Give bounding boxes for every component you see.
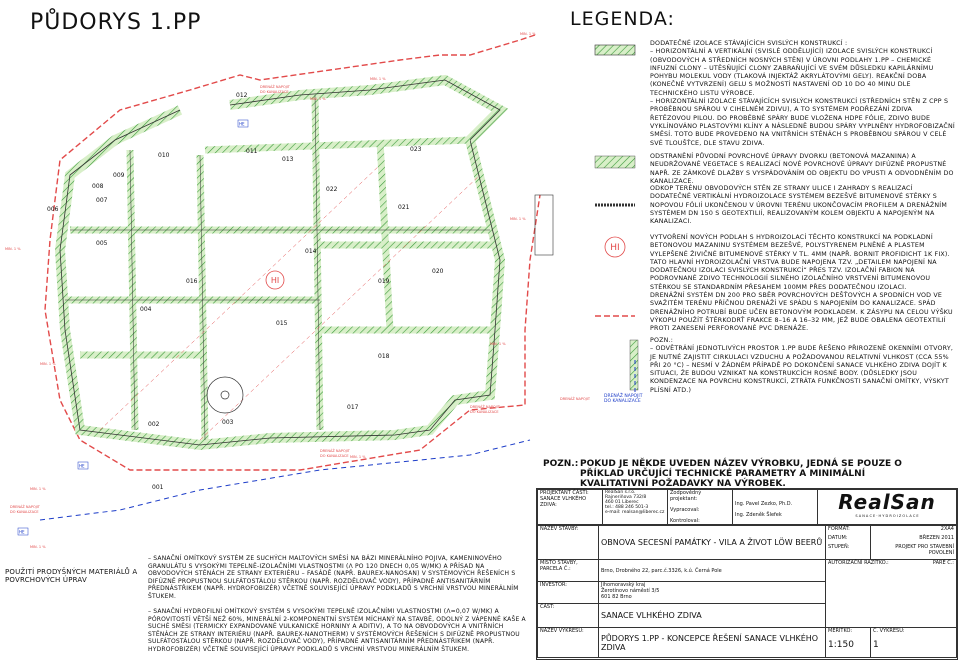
sheet-value: 1 (873, 640, 879, 650)
svg-text:MIN. 1 %: MIN. 1 % (520, 32, 536, 36)
room-label-023: 023 (410, 146, 422, 153)
hi-marker-plan: HI (270, 276, 280, 285)
scale-value: 1:150 (828, 640, 854, 650)
room-label-004: 004 (140, 306, 152, 313)
part-label: ČÁST: (538, 604, 599, 628)
materials-paragraph-1: – SANAČNÍ OMÍTKOVÝ SYSTÉM ZE SUCHÝCH MALTOVÝCH SMĚSÍ NA BÁZI MINERÁLNÍHO POJIVA, KAMENINOVÉHO GRANULÁTU S VYSOKÝMI TEPELNĚ-IZOLAČNÍMI VLASTNOSTMI (Λ PO 120 DNECH 0,05 W/MK) A PŘÍSAD NA OBVODOVÝCH STĚNÁCH ZE STRANY EXTERIÉRU – FASÁDĚ (NAPŘ. BAUREX-NANOSAN) V SYSTÉMOVÝCH ŘEŠENÍCH S DIFÚZNĚ PROPUSTNOU SULFÁTOSTÁLOU STĚRKOU (NAPŘ. ROZDĚLOVAČ VODY), PŘÍPADNĚ ANTISANITÁRNÍM PŘEDNÁSTŘIKEM (NAPŘ. HYDROFOBIZÉR) VČETNĚ SOUVISEJÍCÍ ÚPRAVY PODKLADŮ S VRCHNÍ VRSTVOU MINERÁLNÍM ŠTUKEM. (148, 555, 519, 600)
inner-walls (65, 95, 495, 440)
materials-paragraph-2: – SANAČNÍ HYDROFILNÍ OMÍTKOVÝ SYSTÉM S VYSOKÝMI TEPELNĚ IZOLAČNÍMI VLASTNOSTMI (Λ=0,07 W/MK) A PÓROVITOSTÍ VĚTŠÍ NEŽ 60%, MINERÁLNÍ 2-KOMPONENTNÍ SYSTÉM MÍCHANÝ NA STAVBĚ, ODOLNÝ Z VÁPENNÉ KAŠE A SUCHÉ SMĚSI (TERMICKY EXPANDOVANÉ VULKANICKÉ HORNINY A ADITIV), A TO NA OBVODOVÝCH A VNITŘNÍCH STĚNÁCH ZE STRANY INTERIÉRU (NAPŘ. BAUREX-NANOTHERM) V SYSTÉMOVÝCH ŘEŠENÍCH S DIFÚZNĚ PROPUSTNOU SULFÁTOSTÁLOU STĚRKOU (NAPŘ. ROZDĚLOVAČ VODY), PŘÍPADNĚ ANTISANITÁRNÍM PŘEDNÁSTŘIKEM (NAPŘ. HYDROFOBIZÉR) VČETNĚ SOUVISEJÍCÍ ÚPRAVY PODKLADŮ S VRCHNÍ VRSTVOU MINERÁLNÍM ŠTUKEM. (148, 608, 526, 653)
hi-swatch-text: HI (610, 243, 620, 253)
place-label: MÍSTO STAVBY, PARCELA Č.: (538, 560, 599, 582)
investor-label: INVESTOR: (538, 582, 599, 604)
room-label-021: 021 (398, 204, 410, 211)
proj-value: RealSan s.r.o. Rajneriňova 732/8 460 01 Liberec tel.: 488 246 501-3 e-mail: realsan@liberec.cz (603, 490, 668, 525)
svg-text:MIN. 1 %: MIN. 1 % (40, 362, 56, 366)
svg-text:MIN. 1 %: MIN. 1 % (5, 247, 21, 251)
drawing-label: NÁZEV VÝKRESU: (538, 628, 599, 658)
plan-title: PŮDORYS 1.PP (30, 10, 202, 35)
room-label-010: 010 (158, 152, 170, 159)
title-block-bottom (537, 525, 957, 658)
spiral-stair (207, 377, 243, 413)
note-heading: POZN.: (543, 459, 579, 469)
legend-item-3: ODKOP TERÉNU OBVODOVÝCH STĚN ZE STRANY ULICE I ZAHRADY S REALIZACÍ DODATEČNÉ VERTIKÁLNÍ HYDROIZOLACE SYSTÉMEM BEZEŠVÉ BITUMENOVÉ STĚRKY S NOPOVOU FÓLIÍ UKONČENOU V ÚROVNI TERÉNU UKONČOVACÍM PROFILEM A DRENÁŽNÍM SYSTÉMEM DN 150 S GEOTEXTILIÍ, REALIZOVANÝM KOLEM OBJEKTU A NAPOJENÝM NA KANALIZACI. (650, 185, 947, 226)
svg-text:HE: HE (239, 121, 245, 127)
made-label: Vypracoval: (670, 507, 700, 513)
legend-item-5: DRENÁŽNÍ SYSTÉM DN 200 PRO SBĚR POVRCHOVÝCH DEŠŤOVÝCH A SPODNÍCH VOD VE SVAŽITÉM TERÉNU PŘÍČNOU DRENÁŽÍ VE SPÁDU S NAPOJENÍM DO KANALIZACE. SPÁD DRENÁŽNÍHO POTRUBÍ BUDE UČEN BETONOVÝM PODKLADEM. K ZÁSYPU NA CELOU VÝŠKU VÝKOPU POUŽÍT ŠTĚRKODRŤ FRAKCE 8–16 A 16–32 MM, JEŽ BUDE OBALENA GEOTEXTILIÍ PROTI ZANESENÍ PERFOROVANÉ PVC DRENÁŽE. (650, 292, 953, 333)
investor-value: Jihomoravský kraj Žerotínovo náměstí 3/5 601 82 Brno (599, 582, 826, 604)
note-body: POKUD JE NĚKDE UVEDEN NÁZEV VÝROBKU, JEDNÁ SE POUZE O PŘÍKLAD URČUJÍCÍ TECHNICKÉ PARAMETRY A MINIMÁLNÍ KVALITATIVNÍ POŽADAVKY NA VÝROBEK. (580, 459, 902, 489)
place-value: Brno, Drobného 22, parc.č.3326, k.ú. Černá Pole (599, 560, 826, 582)
room-label-007: 007 (96, 197, 108, 204)
check-value: Ing. Zdeněk Šlefek (735, 512, 782, 518)
room-label-022: 022 (326, 186, 338, 193)
room-label-019: 019 (378, 278, 390, 285)
sheet-label: Č. VÝKRESU: (873, 628, 905, 634)
room-label-001: 001 (152, 484, 164, 491)
room-label-005: 005 (96, 240, 108, 247)
svg-text:DRENÁŽ NAPOJIT: DRENÁŽ NAPOJIT (560, 397, 590, 401)
realsan-logo-sub: S A N A C E · H Y D R O I Z O L A C E (855, 514, 919, 518)
resp-label: Zodpovědný projektant: (670, 490, 702, 502)
legend-item-6: POZN.: – ODVĚTRÁNÍ JEDNOTLIVÝCH PROSTOR 1.PP BUDE ŘEŠENO PŘIROZENĚ OKENNÍMI OTVORY, JE NUTNÉ ZAJISTIT CIRKULACI VZDUCHU A POŽADOVANOU RELATIVNÍ VLHKOST (CCA 55% PŘI 20 °C) – NESMÍ V ŽÁDNÉM PŘÍPADĚ PO DOKONČENÍ SANACE VLHKÉHO ZDIVA DOJÍT K SITUACI, ŽE BUDOU VZNIKAT NA KONSTRUKCÍCH ROSNÉ BODY. (DŮSLEDKY JSOU KONDENZACE NA POVRCHU KONSTRUKCÍ, ZTRÁTA FUNKČNOSTI SANAČNÍ OMÍTKY, VÝSKYT PLÍSNÍ ATD.) (650, 337, 954, 394)
svg-text:DRENÁŽ NAPOJIT: DRENÁŽ NAPOJIT (260, 85, 290, 89)
part-value: SANACE VLHKÉHO ZDIVA (599, 604, 826, 628)
stair-right (535, 195, 553, 255)
svg-text:MIN. 1 %: MIN. 1 % (350, 455, 366, 459)
auth-label: AUTORIZAČNÍ RAZÍTKO.: (828, 560, 889, 566)
page-label: PARÉ Č.: (932, 560, 954, 566)
svg-text:DO KANALIZACE: DO KANALIZACE (260, 90, 289, 94)
svg-text:DO KANALIZACE: DO KANALIZACE (10, 510, 39, 514)
svg-text:DRENÁŽ NAPOJIT: DRENÁŽ NAPOJIT (320, 449, 350, 453)
legend-item-2: ODSTRANĚNÍ PŮVODNÍ POVRCHOVÉ ÚPRAVY DVORKU (BETONOVÁ MAZANINA) A NEUDRŽOVANÉ VEGETACE S REALIZACÍ NOVÉ POVRCHOVÉ ÚPRAVY DIFÚZNĚ PROPUSTNÉ NAPŘ. ZE ZÁMKOVÉ DLAŽBY S VYSPÁDOVÁNÍM OD OBJEKTU DO VPUSTI A ODVODNĚNÍM DO KANALIZACE. (650, 153, 954, 185)
svg-text:MIN. 1 %: MIN. 1 % (30, 487, 46, 491)
svg-text:MIN. 1 %: MIN. 1 % (310, 97, 326, 101)
scale-label: MĚŘÍTKO: (828, 628, 853, 634)
stage-label: STUPEŇ: (828, 544, 850, 550)
drawing-value: PŮDORYS 1.PP - KONCEPCE ŘEŠENÍ SANACE VLHKÉHO ZDIVA (599, 628, 826, 658)
svg-text:MIN. 1 %: MIN. 1 % (30, 545, 46, 549)
svg-text:DO KANALIZACE: DO KANALIZACE (470, 410, 499, 414)
swatch-surface-removal (595, 156, 635, 168)
made-value: Ing. Pavel Zezko, Ph.D. (735, 501, 793, 507)
room-label-020: 020 (432, 268, 444, 275)
room-label-018: 018 (378, 353, 390, 360)
check-label: Kontroloval: (670, 518, 700, 524)
materials-caption: POUŽITÍ PRODYŠNÝCH MATERIÁLŮ A POVRCHOVÝCH ÚPRAV (5, 568, 138, 585)
swatch-ventilation (630, 340, 638, 390)
room-label-014: 014 (305, 248, 317, 255)
svg-text:DO KANALIZACE: DO KANALIZACE (320, 454, 349, 458)
room-label-003: 003 (222, 419, 234, 426)
legend-item-1: DODATEČNÉ IZOLACE STÁVAJÍCÍCH SVISLÝCH KONSTRUKCÍ : – HORIZONTÁLNÍ A VERTIKÁLNÍ (SVISLÉ ODDĚLUJÍCÍ) IZOLACE SVISLÝCH KONSTRUKCÍ (OBVODOVÝCH A STŘEDNÍCH NOSNÝCH STĚN) V ÚROVNI PODLAHY 1.PP – CHEMICKÉ INFUZNÍ CLONY – UTĚSŇUJÍCÍ CLONY ZABRAŇUJÍCÍ VE SVÉM DŮSLEDKU KAPILÁRNÍMU POHYBU MOLEKUL VODY (TLAKOVÁ INJEKTÁŽ AKRYLÁTOVÝMI GELY). REAKČNÍ DOBA (KONEČNÉ VYTVRZENÍ) GELU S MOŽNOSTÍ NASTAVENÍ OD 10 DO 40 MINU DLE TECHNICKÉHO LISTU VÝROBCE. – HORIZONTÁLNÍ IZOLACE STÁVAJÍCÍCH SVISLÝCH KONSTRUKCÍ (STŘEDNÍCH STĚN Z CPP S PROBĚBNOU SPÁROU V CIHELNÉM ZDIVU), A TO SYSTÉMEM PODŘEZÁNÍ ZDIVA ŘETĚZOVOU PILOU. DO PROBĚBNÉ SPÁRY BUDE VLOŽENA HDPE FÓLIE, ZDIVO BUDE VYKLÍNOVÁNO PLASTOVÝMI KLÍNY A NÁSLEDNĚ BUDOU SPÁRY VYPLNĚNY HYDROFOBIZAČNÍ SMĚSÍ. TOTO BUDE PROVEDENO NA VNITŘNÍCH STĚNÁCH S PROBĚBNOU SPÁROU V CELÉ SVÉ TLOUŠŤCE, DLE STAVU ZDIVA. (650, 40, 955, 147)
svg-text:HE: HE (19, 529, 25, 535)
svg-text:MIN. 1 %: MIN. 1 % (370, 77, 386, 81)
svg-text:HE: HE (79, 463, 85, 469)
building-label: NÁZEV STAVBY: (538, 526, 599, 560)
legend-item-4: VYTVOŘENÍ NOVÝCH PODLAH S HYDROIZOLACÍ TĚCHTO KONSTRUKCÍ NA PODKLADNÍ BETONOVOU MAZANINU SYSTÉMEM BEZEŠVÉ, POLYSTYRENEM PLNĚNÉ A PLASTEM VYLEPŠENÉ ŽIVIČNÉ BITUMENOVÉ STĚRKY V TL. 4MM (NAPŘ. BORNIT PROFIDICHT 1K FIX). TATO HLAVNÍ HYDROIZOLAČNÍ VRSTVA BUDE NAPOJENA TZV. „DETAILEM NAPOJENÍ NA DODATEČNOU IZOLACI SVISLÝCH KONSTRUKCÍ“ PŘES TZV. IZOLAČNÍ FABION NA PODROVNANÉ ZDIVO TECHNOLOGIÍ SILNÉHO IZOLAČNÍHO VRSTVENÍ BITUMENOVOU STĚRKOU SE STANDARDNÍM PŘESAHEM 100MM PŘES DODATEČNOU IZOLACI. (650, 234, 950, 291)
svg-text:DRENÁŽ NAPOJIT: DRENÁŽ NAPOJIT (10, 505, 40, 509)
drain-swatch-label: DRENÁŽ NAPOJIT DO KANALIZACE (604, 394, 643, 404)
date-value: BŘEZEN 2011 (919, 535, 954, 541)
svg-text:MIN. 1 %: MIN. 1 % (510, 217, 526, 221)
realsan-logo: RealSan (838, 490, 936, 514)
swatch-vertical-isolation (595, 45, 635, 55)
room-label-015: 015 (276, 320, 288, 327)
room-label-009: 009 (113, 172, 125, 179)
building-value: OBNOVA SECESNÍ PAMÁTKY - VILA A ŽIVOT LÖW BEERŮ (599, 526, 826, 560)
stage-value: PROJEKT PRO STAVEBNÍ POVOLENÍ (895, 544, 954, 556)
legend-title: LEGENDA: (570, 8, 675, 30)
room-label-012: 012 (236, 92, 248, 99)
title-block-top (537, 489, 957, 525)
proj-label: PROJEKTANT ČÁSTI: SANACE VLHKÉHO ZDIVA: (538, 490, 603, 525)
room-label-017: 017 (347, 404, 359, 411)
room-label-013: 013 (282, 156, 294, 163)
svg-text:DRENÁŽ NAPOJIT: DRENÁŽ NAPOJIT (470, 405, 500, 409)
drainage-bottom (40, 440, 530, 520)
room-label-016: 016 (186, 278, 198, 285)
room-label-002: 002 (148, 421, 160, 428)
title-block (536, 488, 958, 660)
format-label: FORMÁT: (828, 526, 850, 532)
room-label-008: 008 (92, 183, 104, 190)
room-label-006: 006 (47, 206, 59, 213)
room-label-011: 011 (246, 148, 258, 155)
svg-text:MIN. 1 %: MIN. 1 % (490, 342, 506, 346)
date-label: DATUM: (828, 535, 848, 541)
format-value: 2XA4 (940, 526, 954, 532)
